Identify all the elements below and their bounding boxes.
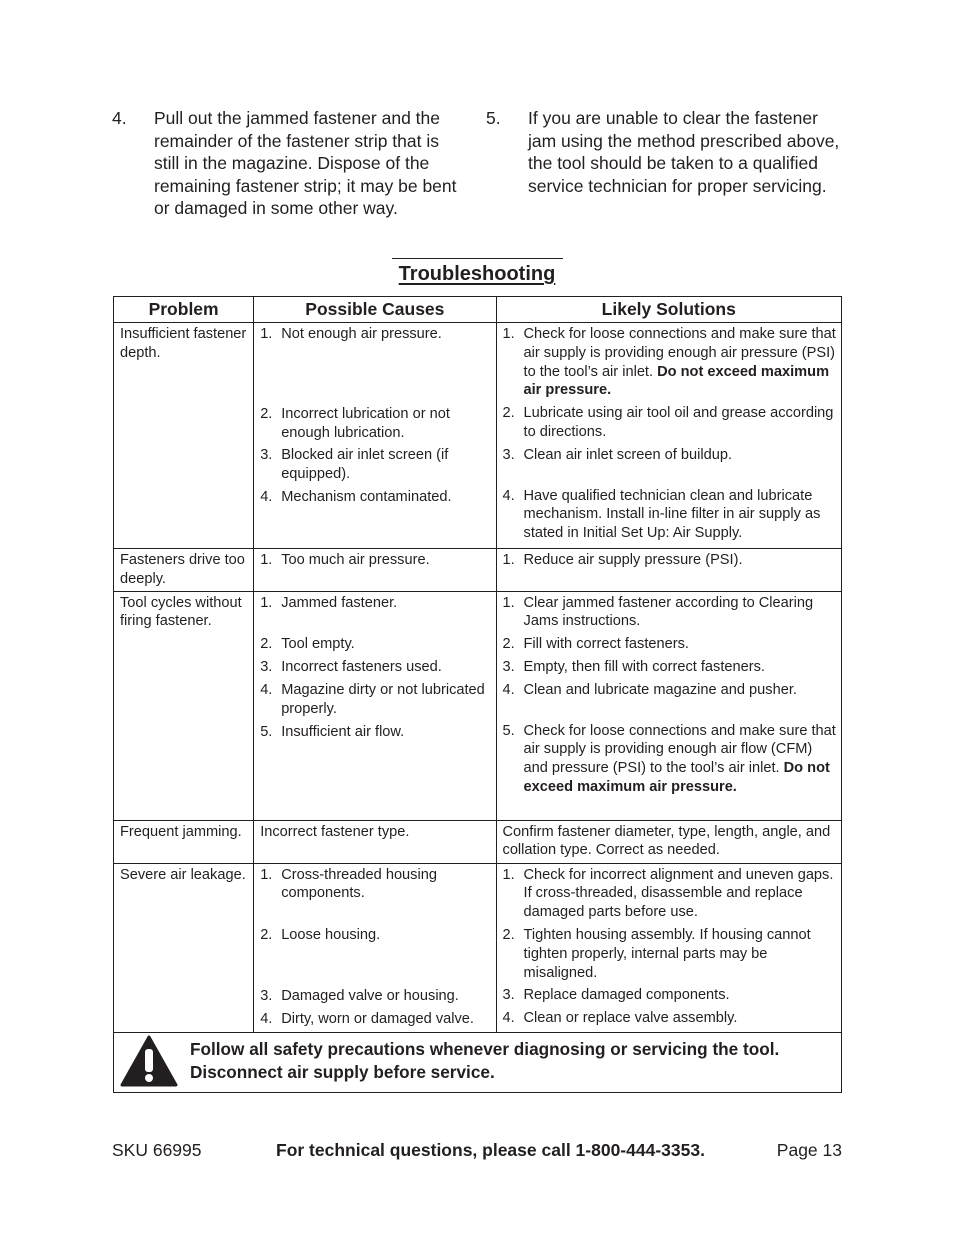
list-item: 1. Not enough air pressure. <box>260 326 442 342</box>
list-item: 4. Have qualified technician clean and lubricate mechanism. Install in-line filter in air supply as stated in Initial Set Up: Air Supply. <box>502 487 821 542</box>
list-item: 3. Damaged valve or housing. <box>260 987 459 1004</box>
list-item: 5. Insufficient air flow. <box>260 723 405 740</box>
list-item: 1. Clear jammed fastener according to Clearing Jams instructions. <box>502 594 814 630</box>
list-item: 2. Lubricate using air tool oil and grease according to directions. <box>502 405 834 440</box>
title-text: Troubleshooting <box>398 263 556 285</box>
solutions-cell <box>496 591 841 820</box>
header-solutions: Likely Solutions <box>496 297 841 323</box>
list-item: 1. Jammed fastener. <box>260 594 398 611</box>
solutions-cell <box>496 549 841 592</box>
list-item: 1. Cross-threaded housing components. <box>260 866 437 902</box>
page-footer <box>112 1140 842 1162</box>
table-header-row <box>114 297 842 323</box>
list-item: 4. Dirty, worn or damaged valve. <box>260 1010 474 1027</box>
page-title <box>0 262 954 286</box>
header-causes: Possible Causes <box>254 297 496 323</box>
list-item: 1. Too much air pressure. <box>260 552 430 568</box>
list-item: 1. Check for loose connections and make sure that air supply is providing enough air pressure (PSI) to the tool’s air inlet. Do not exceed maximum air pressure. <box>502 326 836 399</box>
list-item: 3. Incorrect fasteners used. <box>260 659 442 676</box>
causes-cell <box>254 323 496 549</box>
solutions-cell: Confirm fastener diameter, type, length, angle, and collation type. Correct as needed. <box>496 820 841 863</box>
list-item: 3. Replace damaged components. <box>502 987 730 1004</box>
table-row <box>114 323 842 549</box>
safety-warning <box>113 1030 842 1093</box>
instruction-steps <box>112 107 842 227</box>
page-number: Page 13 <box>776 1140 842 1160</box>
causes-cell <box>254 549 496 592</box>
problem-cell: Insufficient fastener depth. <box>114 323 254 549</box>
list-item: 1. Check for incorrect alignment and uneven gaps. If cross-threaded, disassemble and replace damaged parts before use. <box>502 866 834 921</box>
problem-cell: Frequent jamming. <box>114 820 254 863</box>
problem-cell: Fasteners drive too deeply. <box>114 549 254 592</box>
problem-cell: Tool cycles without firing fastener. <box>114 591 254 820</box>
step-text: If you are unable to clear the fastener jam using the method prescribed above, the tool should be taken to a qualified service technician for proper servicing. <box>528 108 840 196</box>
table-row <box>114 820 842 863</box>
causes-cell: Incorrect fastener type. <box>254 820 496 863</box>
list-item: 4. Clean and lubricate magazine and pusher. <box>502 681 797 698</box>
list-item: 1. Reduce air supply pressure (PSI). <box>502 552 743 568</box>
list-item: 2. Fill with correct fasteners. <box>502 636 689 653</box>
table-row <box>114 863 842 1032</box>
list-item: 2. Tighten housing assembly. If housing cannot tighten properly, internal parts may be misaligned. <box>502 926 811 981</box>
list-item: 3. Clean air inlet screen of buildup. <box>502 446 733 463</box>
step-number: 5. <box>486 108 501 128</box>
list-item: 2. Incorrect lubrication or not enough lubrication. <box>260 405 450 441</box>
list-item: 4. Mechanism contaminated. <box>260 488 452 505</box>
table-row <box>114 549 842 592</box>
step-number: 4. <box>112 108 127 128</box>
list-item: 2. Loose housing. <box>260 927 381 944</box>
list-item: 4. Clean or replace valve assembly. <box>502 1010 738 1027</box>
causes-cell <box>254 591 496 820</box>
table-row <box>114 591 842 820</box>
warning-icon <box>120 1035 178 1087</box>
list-item: 5. Check for loose connections and make sure that air supply is providing enough air flow (CFM) and pressure (PSI) to the tool’s air inlet. Do not exceed maximum air pressure. <box>502 722 836 795</box>
sku-label: SKU 66995 <box>112 1140 202 1160</box>
step-text: Pull out the jammed fastener and the remainder of the fastener strip that is still in the magazine. Dispose of the remaining fastener strip; it may be bent or damaged in some other way. <box>154 108 457 219</box>
warning-line-2: Disconnect air supply before service. <box>190 1062 495 1082</box>
list-item: 3. Empty, then fill with correct fasteners. <box>502 658 765 675</box>
solutions-cell <box>496 863 841 1032</box>
header-problem: Problem <box>114 297 254 323</box>
title-rule <box>392 258 563 259</box>
list-item: 4. Magazine dirty or not lubricated properly. <box>260 681 485 717</box>
problem-cell: Severe air leakage. <box>114 863 254 1032</box>
warning-message <box>190 1038 779 1084</box>
troubleshooting-table <box>113 296 842 1033</box>
tech-support-text: For technical questions, please call 1-800-444-3353. <box>276 1140 705 1160</box>
list-item: 3. Blocked air inlet screen (if equipped). <box>260 447 449 483</box>
solutions-cell <box>496 323 841 549</box>
list-item: 2. Tool empty. <box>260 636 355 653</box>
causes-cell <box>254 863 496 1032</box>
warning-line-1: Follow all safety precautions whenever diagnosing or servicing the tool. <box>190 1039 780 1059</box>
